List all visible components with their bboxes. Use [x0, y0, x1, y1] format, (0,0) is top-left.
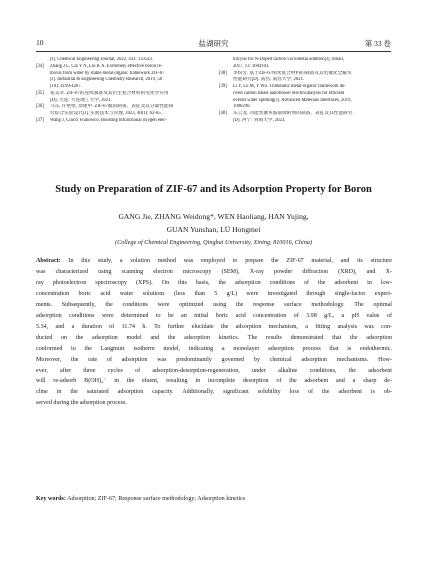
abstract-line: concentration boric acid water solutions (less than 5 g/L) were investigated through single-factor experi- [36, 290, 392, 297]
reference-line: [36] 马东, 许壁壁, 徐建中. ZIF-67膜的制备、表征及其分离性能研 [36, 104, 174, 110]
reference-line: 2017, 13: 1604103. [233, 63, 270, 69]
reference-line: [37] Wang J, Ciucci Francesco. Boosting bifunctional oxygen elec- [36, 117, 167, 123]
reference-line: trolysis for N-Doped carbon via bimetal addition[J]. Small, [233, 57, 345, 62]
abstract-label: Abstract: [36, 258, 61, 264]
abstract-line: ray photoelectron spectroscopy (XPS). On this basis, the adsorption conditions of the adsorbent in low- [36, 279, 392, 286]
abstract-line: was characterized using scanning electron microscopy (SEM), X-ray powder diffraction (XRD), and X- [36, 268, 392, 275]
abstract-line: 5.34, and a duration of 11.74 h. To further elucidate the adsorption mechanism, a fitting analysis was con- [36, 323, 392, 330]
reference-line: [40] 乐云龙. 功能型聚苯胺嵌吸附剂的制备、表征及其性能研究 [219, 111, 353, 116]
header-rule [36, 51, 391, 52]
reference-line: [39] Li Y, Lu M, Y Wu. Trimetallic metal-organic framework de- [219, 84, 346, 89]
affiliation: (College of Chemical Engineering, Qinghai University, Xining, 810016, China) [115, 239, 312, 246]
author-list [20, 210, 407, 236]
abstract-line: will re-adsorb B(OH)₄⁻ in the eluent, resulting in incomplete desorption of the adsorbent and a sharp de- [36, 378, 392, 385]
reference-line: [34] Zhang J L, Cai Y N, Liu K X. Extremely effective boron re- [36, 63, 163, 69]
reference-line: 性能研究[D]. 南昌: 南昌大学, 2021. [233, 77, 305, 83]
abstract [36, 256, 392, 409]
abstract-line: Abstract: In this study, a solution method was employed to prepare the ZIF-67 material, and its structure [36, 258, 392, 264]
reference-line: (10): 4199-4207. [50, 84, 82, 89]
abstract-line: conformed to the Langmuir isotherm model, indicating a monolayer adsorption process that is endothermic. [36, 345, 392, 352]
reference-line: moval from water by stable metal organic framework ZIF-67 [50, 70, 165, 76]
page-number: 10 [36, 38, 44, 47]
reference-line: [D]. 西宁: 青海大学, 2023. [233, 117, 286, 123]
paper-title: Study on Preparation of ZIF-67 and its Adsorption Property for Boron [55, 184, 372, 195]
journal-name: 盐湖研究 [198, 39, 229, 48]
reference-line: [J]. Industrial & Engineering Chemistry Research, 2019, 58 [50, 77, 162, 83]
reference-line: [35] 张美幸. ZIF-67的连续制备及其衍生复合材料的电化学应用 [36, 90, 169, 96]
keywords [36, 496, 392, 502]
abstract-line: Moreover, the rate of adsorption was predominantly governed by chemical adsorption mechanisms. How- [36, 356, 392, 363]
reference-line: [38] 李纷芳. 基于ZIF-67纳米复合材料的制备及其电催化全解水 [219, 70, 352, 76]
abstract-line: adsorption conditions were determined to be an initial boric acid concentration of 3.98 g/L, a pH value of [36, 312, 392, 319]
abstract-line: ments. Subsequently, the conditions were optimized using the response surface methodology. The optimal [36, 301, 392, 308]
keywords-text: Adsorption; ZIF-67; Response surface methodology; Adsorption kinetics [65, 496, 246, 502]
volume-label: 第 33 卷 [364, 39, 391, 48]
references-left-column [36, 57, 212, 125]
authors-line: GANG Jie, ZHANG Weidong*, WEN Haoliang, HAN Yujing, [118, 212, 309, 221]
abstract-line: served during the adsorption process. [36, 400, 127, 407]
abstract-line: cline in the saturated adsorption capacity. Additionally, significant solubility loss of the adsorbent is ob- [36, 389, 392, 396]
keywords-label: Key words: [36, 496, 66, 502]
abstract-line: ever, after three cycles of adsorption-desorption-regeneration, under alkaline conditions, the adsorbent [36, 367, 392, 374]
page-header [36, 38, 391, 50]
reference-line: rived carbon based nanoflower electrocatalysts for efficient [233, 90, 345, 96]
reference-line: [D]. 大连: 大连理工大学, 2021. [50, 97, 112, 103]
reference-line: 究综合实验设计[J]. 实验技术与管理, 2023, 40(1): 62-65. [50, 111, 162, 116]
abstract-line: ducted on the adsorption model and the adsorption kinetics. The results demonstrated that the adsorption [36, 334, 392, 341]
reference-line: [J]. Chemical Engineering Journal, 2022, 433: 133543. [50, 57, 154, 62]
reference-line: overall water splitting[J]. Advanced Materials Interfaces, 2019, [233, 97, 352, 103]
authors-line: GUAN Yunshan, LÜ Hongmei [166, 225, 261, 234]
reference-line: 1900290. [233, 104, 251, 110]
references-right-column [219, 57, 391, 125]
